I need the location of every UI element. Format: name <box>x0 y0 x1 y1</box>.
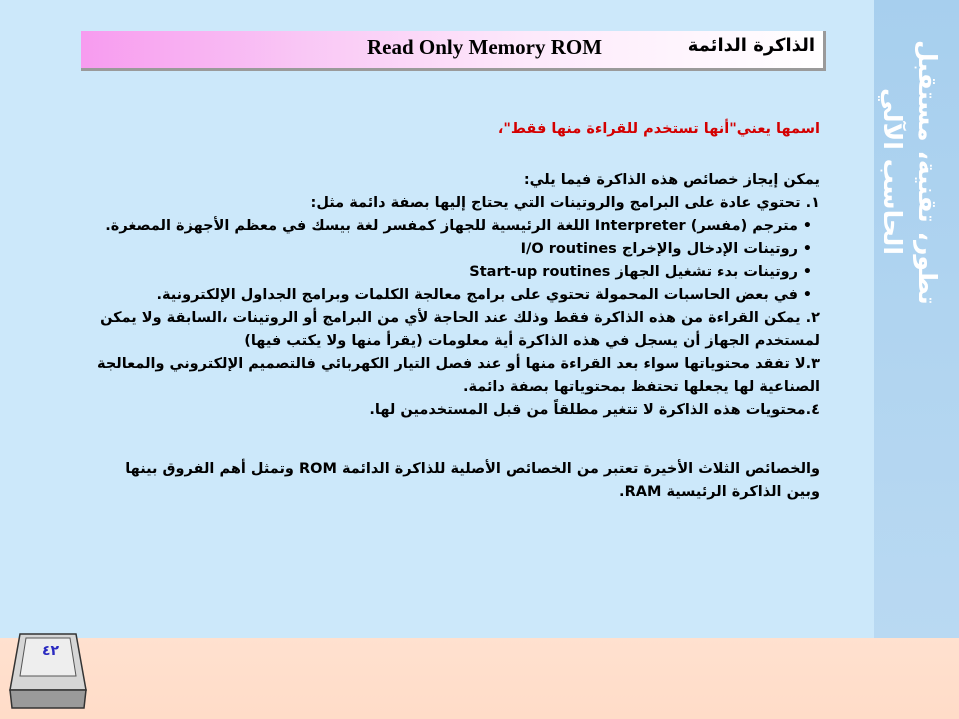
keyboard-key-icon <box>6 628 88 714</box>
side-title <box>874 0 959 638</box>
side-title-line-2: الحاسب الآلي <box>878 88 907 255</box>
slide-content <box>90 118 820 504</box>
title-arabic: الذاكرة الدائمة <box>687 35 815 56</box>
conclusion-paragraph: والخصائص الثلاث الأخيرة تعتبر من الخصائص الأصلية للذاكرة الدائمة ROM وتمثل أهم الفروق بينها وبين الذاكرة الرئيسية RAM. <box>125 461 820 500</box>
bullet-item: • روتينات بدء تشغيل الجهاز Start-up routines <box>90 261 798 284</box>
page-number: ٤٢ <box>42 643 60 659</box>
property-item-3: ٣.لا تفقد محتوياتها سواء بعد القراءة منها أو عند فصل التيار الكهربائي فالتصميم الإلكتروني والمعالجة الصناعية لها يجعلها تحتفظ بمحتوياتها بصفة دائمة. <box>97 356 820 395</box>
property-item-1: ١. تحتوي عادة على البرامج والروتينات التي يحتاج إليها بصفة دائمة مثل: <box>310 195 820 211</box>
bullet-item: • مترجم (مفسر) Interpreter اللغة الرئيسية للجهاز كمفسر لغة بيسك في معظم الأجهزة المصغرة. <box>90 215 798 238</box>
title-english: Read Only Memory ROM <box>367 35 603 59</box>
intro-definition: اسمها يعني"أنها تستخدم للقراءة منها فقط"، <box>497 121 820 137</box>
summary-lead: يمكن إيجاز خصائص هذه الذاكرة فيما يلي: <box>523 172 820 188</box>
side-title-line-1: تطور، تقنية، مستقبل <box>913 40 942 305</box>
property-item-2: ٢. يمكن القراءة من هذه الذاكرة فقط وذلك عند الحاجة لأي من البرامج أو الروتينات ،السابقة ولا يمكن لمستخدم الجهاز أن يسجل في هذه الذاكرة أية معلومات (يقرأ منها ولا يكتب فيها) <box>100 310 820 349</box>
bullet-item: • روتينات الإدخال والإخراج I/O routines <box>90 238 798 261</box>
property-item-4: ٤.محتويات هذه الذاكرة لا تتغير مطلقاً من قبل المستخدمين لها. <box>369 402 820 418</box>
bullet-item: • في بعض الحاسبات المحمولة تحتوي على برامج معالجة الكلمات وبرامج الجداول الإلكترونية. <box>90 284 798 307</box>
routine-bullet-list <box>90 215 820 307</box>
